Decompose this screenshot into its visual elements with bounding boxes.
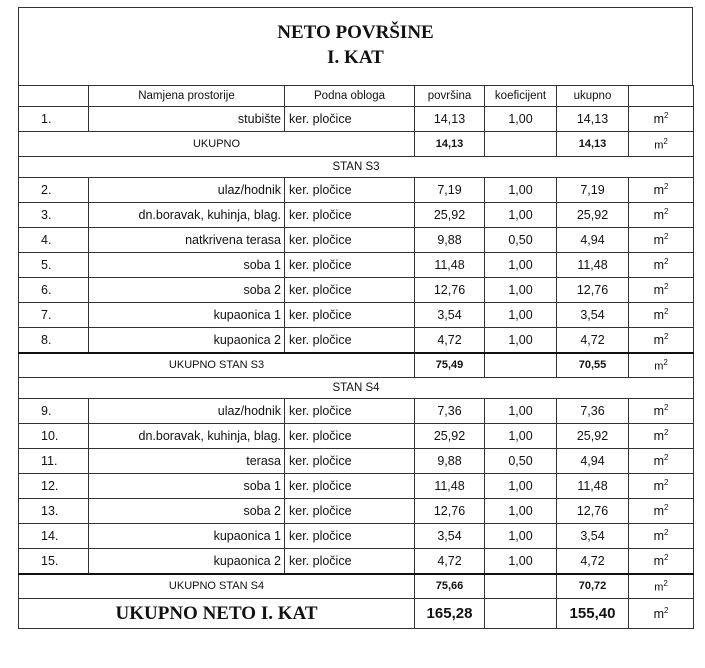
table-row bbox=[19, 303, 694, 328]
header-total: ukupno bbox=[557, 86, 629, 107]
row-number: 3. bbox=[19, 203, 89, 228]
unit-base: m bbox=[653, 333, 664, 348]
row-number: 10. bbox=[19, 424, 89, 449]
unit-cell bbox=[629, 228, 694, 253]
row-number: 5. bbox=[19, 253, 89, 278]
subtotal-total: 70,55 bbox=[557, 353, 629, 378]
area-value: 12,76 bbox=[415, 499, 485, 524]
unit-exponent: 2 bbox=[663, 182, 669, 192]
row-number: 14. bbox=[19, 524, 89, 549]
floor-covering: ker. pločice bbox=[285, 278, 415, 303]
subtotal-coef-empty bbox=[485, 132, 557, 157]
unit-cell bbox=[629, 203, 694, 228]
subtotal-area: 75,49 bbox=[415, 353, 485, 378]
room-name: kupaonica 2 bbox=[89, 328, 285, 353]
unit-cell bbox=[629, 132, 694, 157]
floor-covering: ker. pločice bbox=[285, 203, 415, 228]
table-row bbox=[19, 328, 694, 353]
unit-exponent: 2 bbox=[663, 357, 668, 367]
section-row bbox=[19, 157, 694, 178]
table-row bbox=[19, 549, 694, 574]
unit-exponent: 2 bbox=[663, 605, 669, 615]
subtotal-total: 70,72 bbox=[557, 574, 629, 599]
room-name: kupaonica 1 bbox=[89, 303, 285, 328]
coefficient-value: 1,00 bbox=[485, 107, 557, 132]
coefficient-value: 1,00 bbox=[485, 178, 557, 203]
unit-exponent: 2 bbox=[663, 578, 668, 588]
coefficient-value: 1,00 bbox=[485, 424, 557, 449]
grand-total-total: 155,40 bbox=[557, 599, 629, 629]
row-number: 13. bbox=[19, 499, 89, 524]
floor-covering: ker. pločice bbox=[285, 328, 415, 353]
subtotal-coef-empty bbox=[485, 353, 557, 378]
unit-base: m bbox=[653, 607, 664, 622]
floor-covering: ker. pločice bbox=[285, 399, 415, 424]
coefficient-value: 1,00 bbox=[485, 328, 557, 353]
area-value: 9,88 bbox=[415, 228, 485, 253]
coefficient-value: 0,50 bbox=[485, 228, 557, 253]
table-row bbox=[19, 499, 694, 524]
total-value: 4,94 bbox=[557, 449, 629, 474]
room-name: dn.boravak, kuhinja, blag. bbox=[89, 203, 285, 228]
unit-base: m bbox=[653, 404, 664, 419]
row-number: 11. bbox=[19, 449, 89, 474]
row-number: 2. bbox=[19, 178, 89, 203]
unit-base: m bbox=[653, 429, 664, 444]
unit-base: m bbox=[653, 308, 664, 323]
coefficient-value: 1,00 bbox=[485, 524, 557, 549]
unit-exponent: 2 bbox=[663, 428, 669, 438]
unit-cell bbox=[629, 599, 694, 629]
floor-covering: ker. pločice bbox=[285, 228, 415, 253]
room-name: soba 1 bbox=[89, 253, 285, 278]
unit-base: m bbox=[653, 112, 664, 127]
header-area: površina bbox=[415, 86, 485, 107]
subtotal-label: UKUPNO bbox=[19, 132, 415, 157]
room-name: ulaz/hodnik bbox=[89, 399, 285, 424]
unit-cell bbox=[629, 524, 694, 549]
header-row bbox=[19, 86, 694, 107]
room-name: stubište bbox=[89, 107, 285, 132]
table-row bbox=[19, 178, 694, 203]
floor-covering: ker. pločice bbox=[285, 499, 415, 524]
unit-base: m bbox=[653, 208, 664, 223]
floor-covering: ker. pločice bbox=[285, 524, 415, 549]
unit-exponent: 2 bbox=[663, 332, 669, 342]
total-value: 4,94 bbox=[557, 228, 629, 253]
subtotal-area: 14,13 bbox=[415, 132, 485, 157]
unit-exponent: 2 bbox=[663, 282, 669, 292]
grand-total-area: 165,28 bbox=[415, 599, 485, 629]
area-value: 11,48 bbox=[415, 474, 485, 499]
subtotal-row bbox=[19, 132, 694, 157]
section-title: STAN S4 bbox=[19, 378, 694, 399]
table-title bbox=[18, 7, 693, 85]
coefficient-value: 1,00 bbox=[485, 549, 557, 574]
room-name: kupaonica 2 bbox=[89, 549, 285, 574]
coefficient-value: 0,50 bbox=[485, 449, 557, 474]
unit-exponent: 2 bbox=[663, 553, 669, 563]
header-coef: koeficijent bbox=[485, 86, 557, 107]
subtotal-label: UKUPNO STAN S3 bbox=[19, 353, 415, 378]
unit-cell bbox=[629, 399, 694, 424]
unit-base: m bbox=[653, 529, 664, 544]
header-room: Namjena prostorije bbox=[89, 86, 285, 107]
room-name: kupaonica 1 bbox=[89, 524, 285, 549]
table-row bbox=[19, 107, 694, 132]
row-number: 1. bbox=[19, 107, 89, 132]
unit-base: m bbox=[653, 504, 664, 519]
header-no bbox=[19, 86, 89, 107]
table-row bbox=[19, 253, 694, 278]
room-name: dn.boravak, kuhinja, blag. bbox=[89, 424, 285, 449]
subtotal-total: 14,13 bbox=[557, 132, 629, 157]
grand-total-label: UKUPNO NETO I. KAT bbox=[19, 599, 415, 629]
unit-base: m bbox=[654, 139, 664, 152]
area-value: 11,48 bbox=[415, 253, 485, 278]
unit-exponent: 2 bbox=[663, 503, 669, 513]
coefficient-value: 1,00 bbox=[485, 474, 557, 499]
area-value: 9,88 bbox=[415, 449, 485, 474]
total-value: 7,19 bbox=[557, 178, 629, 203]
unit-exponent: 2 bbox=[663, 207, 669, 217]
total-value: 3,54 bbox=[557, 303, 629, 328]
total-value: 4,72 bbox=[557, 549, 629, 574]
total-value: 14,13 bbox=[557, 107, 629, 132]
floor-covering: ker. pločice bbox=[285, 424, 415, 449]
table-row bbox=[19, 278, 694, 303]
area-value: 3,54 bbox=[415, 303, 485, 328]
unit-exponent: 2 bbox=[663, 111, 669, 121]
total-value: 11,48 bbox=[557, 474, 629, 499]
area-value: 25,92 bbox=[415, 424, 485, 449]
table-row bbox=[19, 399, 694, 424]
net-area-table bbox=[18, 85, 694, 629]
unit-exponent: 2 bbox=[663, 528, 669, 538]
grand-total-row bbox=[19, 599, 694, 629]
unit-cell bbox=[629, 278, 694, 303]
unit-base: m bbox=[653, 233, 664, 248]
coefficient-value: 1,00 bbox=[485, 278, 557, 303]
total-value: 25,92 bbox=[557, 203, 629, 228]
floor-covering: ker. pločice bbox=[285, 303, 415, 328]
unit-cell bbox=[629, 107, 694, 132]
row-number: 12. bbox=[19, 474, 89, 499]
subtotal-row bbox=[19, 353, 694, 378]
unit-exponent: 2 bbox=[663, 136, 668, 146]
unit-exponent: 2 bbox=[663, 478, 669, 488]
unit-cell bbox=[629, 474, 694, 499]
subtotal-label: UKUPNO STAN S4 bbox=[19, 574, 415, 599]
unit-exponent: 2 bbox=[663, 232, 669, 242]
row-number: 8. bbox=[19, 328, 89, 353]
area-value: 4,72 bbox=[415, 328, 485, 353]
table-row bbox=[19, 524, 694, 549]
unit-cell bbox=[629, 449, 694, 474]
area-value: 14,13 bbox=[415, 107, 485, 132]
unit-exponent: 2 bbox=[663, 257, 669, 267]
table-row bbox=[19, 203, 694, 228]
room-name: natkrivena terasa bbox=[89, 228, 285, 253]
area-table-sheet bbox=[18, 7, 693, 629]
table-row bbox=[19, 424, 694, 449]
coefficient-value: 1,00 bbox=[485, 203, 557, 228]
area-value: 7,36 bbox=[415, 399, 485, 424]
total-value: 4,72 bbox=[557, 328, 629, 353]
total-value: 11,48 bbox=[557, 253, 629, 278]
table-row bbox=[19, 474, 694, 499]
unit-cell bbox=[629, 499, 694, 524]
title-line-2: I. KAT bbox=[327, 47, 384, 68]
unit-cell bbox=[629, 178, 694, 203]
unit-cell bbox=[629, 574, 694, 599]
row-number: 6. bbox=[19, 278, 89, 303]
title-line-1: NETO POVRŠINE bbox=[277, 22, 434, 43]
unit-cell bbox=[629, 424, 694, 449]
subtotal-coef-empty bbox=[485, 574, 557, 599]
unit-base: m bbox=[653, 258, 664, 273]
floor-covering: ker. pločice bbox=[285, 178, 415, 203]
section-title: STAN S3 bbox=[19, 157, 694, 178]
total-value: 25,92 bbox=[557, 424, 629, 449]
unit-cell bbox=[629, 253, 694, 278]
unit-base: m bbox=[653, 554, 664, 569]
floor-covering: ker. pločice bbox=[285, 107, 415, 132]
room-name: soba 2 bbox=[89, 278, 285, 303]
coefficient-value: 1,00 bbox=[485, 399, 557, 424]
unit-base: m bbox=[653, 183, 664, 198]
row-number: 7. bbox=[19, 303, 89, 328]
unit-exponent: 2 bbox=[663, 403, 669, 413]
unit-base: m bbox=[653, 283, 664, 298]
total-value: 12,76 bbox=[557, 278, 629, 303]
unit-cell bbox=[629, 549, 694, 574]
coefficient-value: 1,00 bbox=[485, 253, 557, 278]
room-name: ulaz/hodnik bbox=[89, 178, 285, 203]
coefficient-value: 1,00 bbox=[485, 499, 557, 524]
subtotal-area: 75,66 bbox=[415, 574, 485, 599]
room-name: soba 2 bbox=[89, 499, 285, 524]
unit-exponent: 2 bbox=[663, 453, 669, 463]
floor-covering: ker. pločice bbox=[285, 549, 415, 574]
area-value: 12,76 bbox=[415, 278, 485, 303]
floor-covering: ker. pločice bbox=[285, 474, 415, 499]
row-number: 9. bbox=[19, 399, 89, 424]
unit-base: m bbox=[654, 581, 664, 594]
section-row bbox=[19, 378, 694, 399]
header-unit bbox=[629, 86, 694, 107]
unit-cell bbox=[629, 303, 694, 328]
unit-base: m bbox=[653, 479, 664, 494]
total-value: 7,36 bbox=[557, 399, 629, 424]
room-name: soba 1 bbox=[89, 474, 285, 499]
grand-coef-empty bbox=[485, 599, 557, 629]
floor-covering: ker. pločice bbox=[285, 253, 415, 278]
subtotal-row bbox=[19, 574, 694, 599]
unit-cell bbox=[629, 353, 694, 378]
unit-exponent: 2 bbox=[663, 307, 669, 317]
floor-covering: ker. pločice bbox=[285, 449, 415, 474]
total-value: 3,54 bbox=[557, 524, 629, 549]
area-value: 7,19 bbox=[415, 178, 485, 203]
unit-base: m bbox=[653, 454, 664, 469]
row-number: 4. bbox=[19, 228, 89, 253]
room-name: terasa bbox=[89, 449, 285, 474]
table-row bbox=[19, 449, 694, 474]
row-number: 15. bbox=[19, 549, 89, 574]
coefficient-value: 1,00 bbox=[485, 303, 557, 328]
area-value: 4,72 bbox=[415, 549, 485, 574]
table-row bbox=[19, 228, 694, 253]
unit-base: m bbox=[654, 360, 664, 373]
unit-cell bbox=[629, 328, 694, 353]
header-floor: Podna obloga bbox=[285, 86, 415, 107]
area-value: 3,54 bbox=[415, 524, 485, 549]
total-value: 12,76 bbox=[557, 499, 629, 524]
area-value: 25,92 bbox=[415, 203, 485, 228]
